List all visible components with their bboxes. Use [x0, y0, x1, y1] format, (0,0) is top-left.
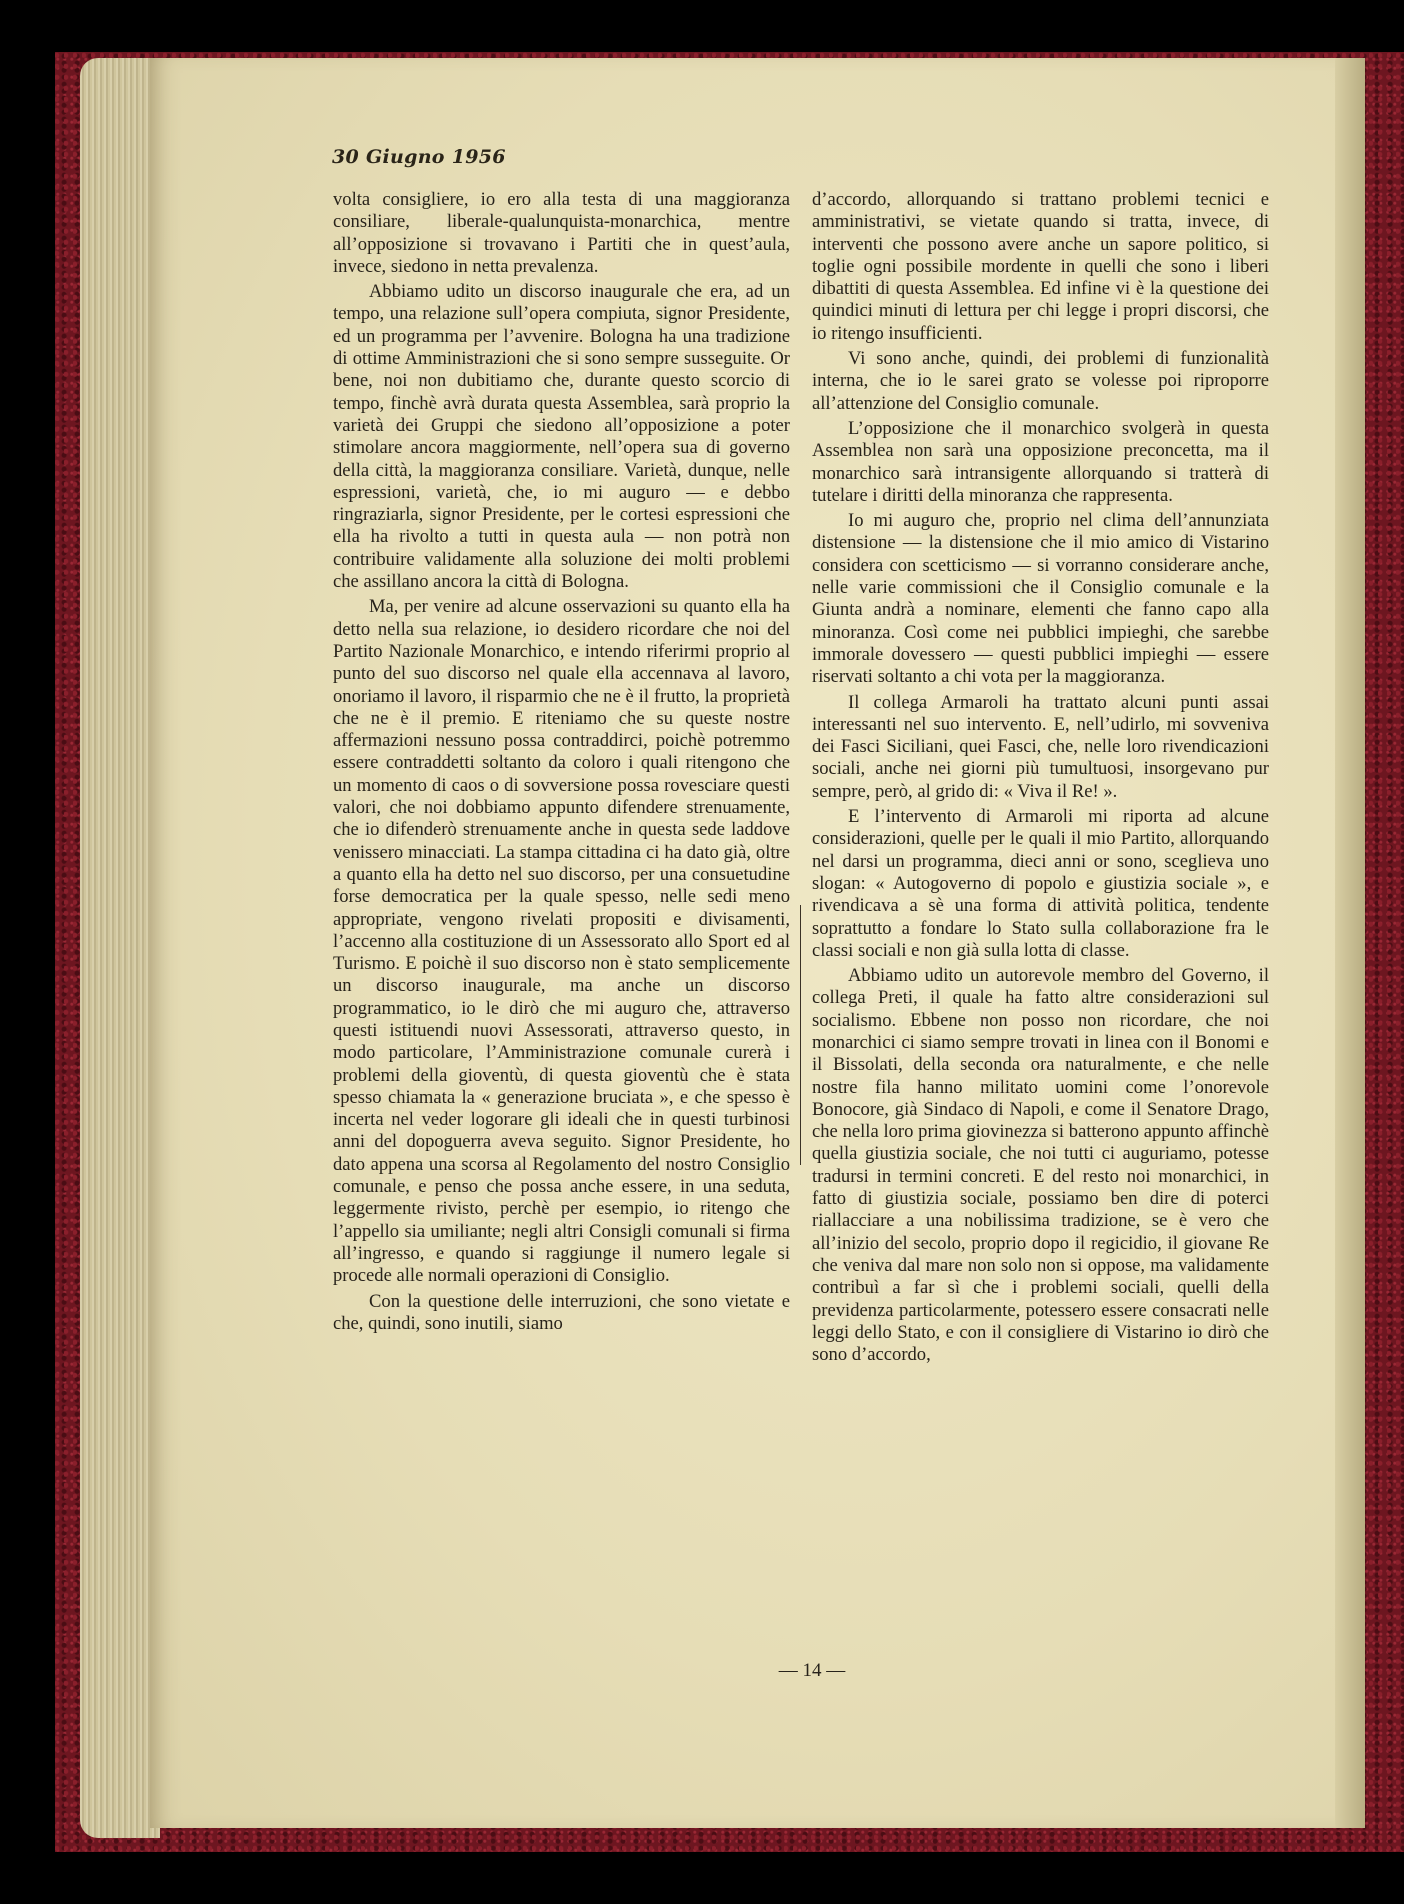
paragraph: E l’intervento di Armaroli mi riporta ad alcune considerazioni, quelle per le quali il mio Partito, allorquando nel darsi un programma, dieci anni or sono, sceglieva uno slogan: « Autogoverno di popolo e giustizia sociale », e rivendicava a sè una forma di attività politica, tendente soprattutto a fondare lo Stato sulla collaborazione fra le classi sociali e non già sulla lotta di classe.	[812, 806, 1269, 961]
page-number: — 14 —	[778, 1660, 846, 1681]
running-header: 30 Giugno 1956	[332, 146, 506, 168]
right-column	[812, 189, 1269, 1366]
paragraph: Vi sono anche, quindi, dei problemi di funzionalità interna, che io le sarei grato se volesse poi riproporre all’attenzione del Consiglio comunale.	[812, 348, 1269, 414]
paragraph: volta consigliere, io ero alla testa di una maggioranza consiliare, liberale-qualunquista-monarchica, mentre all’opposizione si trovavano i Partiti che in quest’aula, invece, siedono in netta prevalenza.	[333, 189, 790, 277]
left-column	[333, 189, 790, 1335]
margin-rule	[800, 905, 801, 1165]
paragraph: Ma, per venire ad alcune osservazioni su quanto ella ha detto nella sua relazione, io desidero ricordare che noi del Partito Nazionale Monarchico, e intendo riferirmi proprio al punto del suo discorso nel quale ella accennava al lavoro, onoriamo il lavoro, il risparmio che ne è il frutto, la proprietà che ne è il premio. E riteniamo che su queste nostre affermazioni nessuno possa contraddirci, poichè potremmo essere contraddetti soltanto da coloro i quali ritengono che un momento di caos o di sovversione possa rovesciare questi valori, che noi dobbiamo appunto difendere strenuamente, che io difenderò strenuamente anche in questa sede laddove venissero minacciati. La stampa cittadina ci ha dato già, oltre a quanto ella ha detto nel suo discorso, per una consuetudine forse democratica per la quale spesso, nelle sedi meno appropriate, vengono rivelati propositi e divisamenti, l’accenno alla costituzione di un Assessorato allo Sport ed al Turismo. E poichè il suo discorso non è stato semplicemente un discorso inaugurale, ma anche un discorso programmatico, io le dirò che mi auguro che, attraverso questi istituendi nuovi Assessorati, attraverso questo, in modo particolare, l’Amministrazione comunale curerà i problemi della gioventù, di questa gioventù che è stata spesso chiamata la « generazione bruciata », e che spesso è incerta nel veder logorare gli ideali che in questi turbinosi anni del dopoguerra aveva seguito. Signor Presidente, ho dato appena una scorsa al Regolamento del nostro Consiglio comunale, e penso che possa anche essere, in una seduta, leggermente rivisto, perchè per esempio, io ritengo che l’appello sia umiliante; negli altri Consigli comunali si firma all’ingresso, e quando si raggiunge il numero legale si procede alle normali operazioni di Consiglio.	[333, 596, 790, 1287]
paragraph: L’opposizione che il monarchico svolgerà in questa Assemblea non sarà una opposizione preconcetta, ma il monarchico sarà intransigente allorquando si tratterà di tutelare i diritti della minoranza che rappresenta.	[812, 417, 1269, 506]
paragraph: Il collega Armaroli ha trattato alcuni punti assai interessanti nel suo intervento. E, nell’udirlo, mi sovveniva dei Fasci Siciliani, quei Fasci, che, nelle loro rivendicazioni sociali, anche nei giorni più tumultuosi, insorgevano pur sempre, però, al grido di: « Viva il Re! ».	[812, 691, 1269, 802]
page-gutter	[1335, 58, 1365, 1828]
paragraph: d’accordo, allorquando si trattano problemi tecnici e amministrativi, se vietate quando si tratta, invece, di interventi che possono avere anche un sapore politico, si toglie ogni possibile mordente in quelli che sono i liberi dibattiti di questa Assemblea. Ed infine vi è la questione dei quindici minuti di lettura per chi legge i propri discorsi, che io ritengo insufficienti.	[812, 189, 1269, 344]
paragraph: Abbiamo udito un discorso inaugurale che era, ad un tempo, una relazione sull’opera compiuta, signor Presidente, ed un programma per l’avvenire. Bologna ha una tradizione di ottime Amministrazioni che si sono sempre susseguite. Or bene, noi non dubitiamo che, durante questo scorcio di tempo, finchè avrà durata questa Assemblea, sarà proprio la varietà dei Gruppi che siedono all’opposizione a poter stimolare ancora maggiormente, nell’opera sua di governo della città, la maggioranza consiliare. Varietà, dunque, nelle espressioni, varietà, che, io mi auguro — e debbo ringraziarla, signor Presidente, per le cortesi espressioni che ella ha rivolto a tutti in questa aula — non potrà non contribuire validamente alla soluzione dei molti problemi che assillano ancora la città di Bologna.	[333, 281, 790, 593]
paragraph: Abbiamo udito un autorevole membro del Governo, il collega Preti, il quale ha fatto altre considerazioni sul socialismo. Ebbene non posso non ricordare, che noi monarchici ci siamo sempre trovati in linea con il Bonomi e il Bissolati, della seconda ora naturalmente, e che nelle nostre fila hanno militato uomini come l’onorevole Bonocore, già Sindaco di Napoli, e come il Senatore Drago, che nella loro prima giovinezza si batterono appunto affinchè quella giustizia sociale, che noi tutti ci auguriamo, potesse tradursi in termini concreti. E del resto noi monarchici, in fatto di giustizia sociale, possiamo ben dire di poterci riallacciare a una nobilissima tradizione, se è vero che all’inizio del secolo, proprio dopo il regicidio, il giovane Re che veniva dal mare non solo non si oppose, ma validamente contribuì a far sì che i problemi sociali, quelli della previdenza particolarmente, potessero essere consacrati nelle leggi dello Stato, e con il consigliere di Vistarino io dirò che sono d’accordo,	[812, 965, 1269, 1366]
page-edges	[80, 58, 160, 1838]
paragraph: Con la questione delle interruzioni, che sono vietate e che, quindi, sono inutili, siamo	[333, 1290, 790, 1334]
paragraph: Io mi auguro che, proprio nel clima dell’annunziata distensione — la distensione che il mio amico di Vistarino considera con scetticismo — si vorranno considerare anche, nelle varie commissioni che il Consiglio comunale e la Giunta andrà a nominare, elementi che fanno capo alla minoranza. Così come nei pubblici impieghi, che sarebbe immorale dovessero — questi pubblici impieghi — essere riservati soltanto a chi vota per la maggioranza.	[812, 510, 1269, 688]
